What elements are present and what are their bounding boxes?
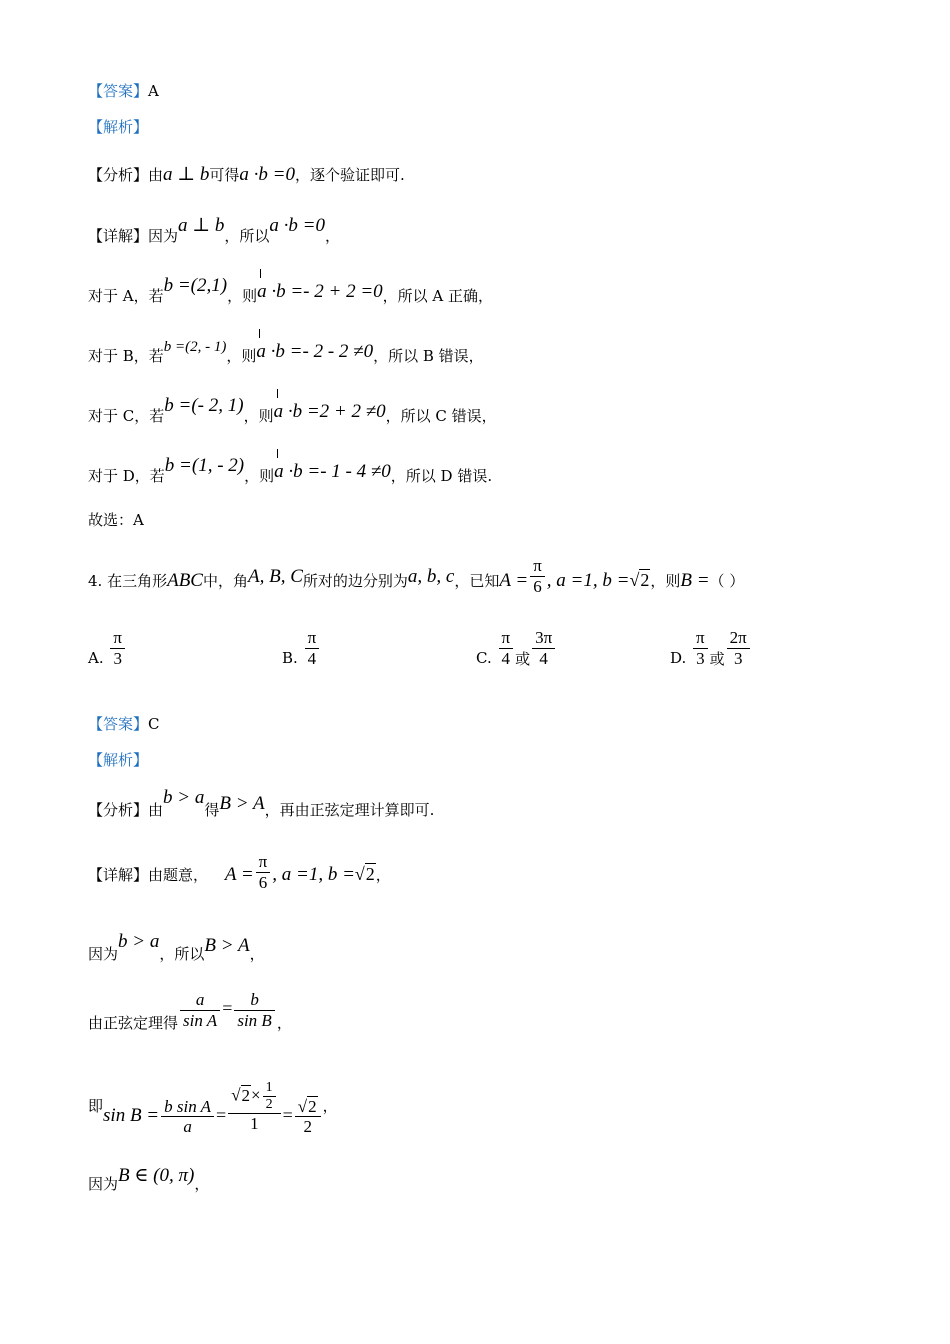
text: 对于 A，若 [88, 287, 164, 305]
text: 对于 B，若 [88, 347, 164, 365]
text: ，则 [244, 467, 275, 485]
math-expression: a ·b =0 [239, 164, 295, 185]
numerator [295, 1097, 321, 1118]
denominator: 4 [539, 648, 548, 668]
given-a: A = [499, 570, 529, 592]
text: 由 [148, 801, 164, 819]
denominator: 4 [501, 648, 511, 668]
numerator: π [305, 628, 320, 649]
denominator: 1 [250, 1114, 259, 1134]
text: ，所以 A 正确， [382, 287, 494, 305]
q3-conclusion: 故选：A [88, 511, 144, 529]
text: ，逐个验证即可. [295, 166, 405, 184]
dot-product-calc: a ·b =2 + 2 ≠0 [273, 401, 386, 422]
because-line-2 [88, 1165, 210, 1193]
numerator: π [499, 628, 514, 649]
numerator: π [530, 556, 545, 577]
fenxi-tag: 【分析】 [88, 166, 149, 184]
text: 所对的边分别为 [302, 572, 408, 591]
answer-tag: 【答案】 [88, 82, 149, 100]
option-label: C. [476, 649, 492, 668]
text: 因为 [148, 227, 179, 245]
dot-product-calc: a ·b =- 2 + 2 =0 [257, 281, 383, 302]
text: ， [194, 1175, 210, 1193]
option-fraction [110, 628, 125, 668]
sqrt-sign: √ [629, 570, 640, 591]
denominator: 2 [303, 1117, 312, 1137]
b-sin-a-over-a [161, 1097, 214, 1137]
text: 由正弦定理得 [88, 1014, 179, 1033]
half [263, 1080, 276, 1113]
dot-product-calc: a ·b =- 1 - 4 ≠0 [274, 461, 391, 482]
case-d-line [88, 455, 493, 485]
sides: a, b, c [407, 566, 455, 588]
lhs: sin B = [103, 1104, 160, 1126]
text: 4. 在三角形 [88, 572, 168, 591]
denominator: sin B [237, 1010, 272, 1030]
denominator: 4 [307, 648, 317, 668]
q3-fenxi-line [88, 165, 405, 184]
math-expression: B ∈ (0, π) [118, 1165, 195, 1186]
text: ，所以 [159, 945, 205, 963]
given-a: A = [224, 864, 254, 886]
text: 得 [204, 801, 220, 819]
radicand: 2 [640, 570, 650, 591]
text: ， [325, 227, 341, 245]
given-rest: , a =1, b = [546, 570, 630, 592]
numerator: 3π [532, 628, 555, 649]
denominator: 2 [265, 1097, 273, 1113]
option-label: A. [88, 649, 104, 668]
text: ， [276, 1014, 292, 1033]
numerator [228, 1080, 280, 1114]
numerator: 1 [263, 1080, 276, 1097]
math-expression: b > a [163, 787, 205, 808]
case-a-line [88, 275, 494, 305]
sqrt-sign: √ [354, 864, 365, 885]
text: ，再由正弦定理计算即可. [264, 801, 435, 819]
denominator: 6 [258, 872, 268, 892]
text: ，已知 [454, 572, 500, 591]
sqrt-sign: √ [297, 1096, 308, 1116]
option-fraction [305, 628, 320, 668]
vector-b-value: b =(2, - 1) [163, 339, 227, 355]
numerator: 2π [727, 628, 750, 649]
b-over-sin-b [234, 990, 274, 1030]
given-rest: , a =1, b = [272, 864, 355, 886]
math-expression: B > A [219, 793, 265, 814]
q3-analysis-line [88, 120, 148, 135]
text: 对于 C，若 [88, 407, 165, 425]
math-expression: a ⊥ b [163, 164, 210, 185]
denominator: 3 [733, 648, 743, 668]
radicand: 2 [241, 1085, 251, 1105]
vector-b-value: b =(2,1) [163, 275, 228, 296]
text: 因为 [88, 945, 119, 963]
option-fraction [532, 628, 555, 668]
numerator: π [256, 852, 271, 873]
equals: = [222, 998, 233, 1019]
or-text: 或 [709, 649, 725, 668]
q3-xiangjie-line [88, 215, 341, 245]
sqrt-2 [298, 1096, 318, 1116]
option-c [476, 628, 557, 668]
answer-tag: 【答案】 [88, 715, 149, 733]
sine-law-line [88, 990, 292, 1033]
text: ，则 [243, 407, 274, 425]
option-b [282, 628, 321, 668]
denominator: a [183, 1117, 192, 1137]
sqrt2-over-2 [295, 1097, 321, 1137]
q4-stem [88, 556, 745, 602]
angles: A, B, C [248, 566, 303, 588]
text: 对于 D，若 [88, 467, 165, 485]
option-label: B. [282, 649, 298, 668]
answer-value: C [148, 715, 160, 733]
sqrt-2 [355, 863, 376, 884]
text: ， [375, 866, 391, 885]
analysis-tag: 【解析】 [88, 751, 149, 769]
vector-b-value: b =(- 2, 1) [164, 395, 244, 416]
triangle-name: ABC [167, 570, 203, 592]
numerator: b sin A [161, 1097, 214, 1118]
text: 因为 [88, 1175, 119, 1193]
pi-over-6 [530, 556, 545, 596]
option-d [670, 628, 752, 668]
option-label: D. [670, 649, 687, 668]
q4-xiangjie-line [88, 852, 391, 896]
sqrt2-times-half [228, 1080, 280, 1134]
math-expression: a ⊥ b [178, 215, 225, 236]
text: ，则 [226, 347, 257, 365]
option-fraction [499, 628, 514, 668]
option-fraction [693, 628, 708, 668]
denominator: 6 [533, 576, 542, 596]
text: 即 [88, 1096, 104, 1115]
equals: = [282, 1104, 293, 1125]
q4-analysis-line [88, 753, 148, 768]
text: ， [249, 945, 265, 963]
radicand: 2 [365, 864, 375, 885]
vector-b-value: b =(1, - 2) [164, 455, 245, 476]
answer-value: A [148, 82, 159, 100]
text: ， [322, 1096, 338, 1115]
q4-answer-line [88, 717, 160, 732]
q4-fenxi-line [88, 787, 435, 819]
text: 可得 [209, 166, 240, 184]
case-b-line [88, 339, 484, 365]
because-line-1 [88, 931, 265, 963]
text: ，则 [650, 572, 681, 591]
pi-over-6 [256, 852, 271, 892]
text: 由 [148, 166, 164, 184]
ask-b: B = [680, 570, 710, 592]
denominator: 3 [696, 648, 705, 668]
sqrt-sign: √ [231, 1085, 241, 1105]
equals: = [216, 1104, 227, 1125]
math-expression: a ·b =0 [269, 215, 325, 236]
text: 中，角 [202, 572, 248, 591]
text: 由题意， [148, 866, 209, 885]
xiangjie-tag: 【详解】 [88, 227, 149, 245]
option-fraction [727, 628, 750, 668]
numerator: π [693, 628, 708, 649]
text: ，所以 [224, 227, 270, 245]
ji-line [88, 1076, 338, 1137]
numerator: π [110, 628, 125, 649]
text: ，则 [227, 287, 258, 305]
case-c-line [88, 395, 497, 425]
dot-product-calc: a ·b =- 2 - 2 ≠0 [256, 341, 374, 362]
or-text: 或 [515, 649, 531, 668]
text: ，所以 D 错误. [390, 467, 493, 485]
analysis-tag: 【解析】 [88, 118, 149, 136]
a-over-sin-a [180, 990, 220, 1030]
times: × [251, 1085, 261, 1105]
q3-answer-line [88, 84, 159, 99]
sqrt-2 [231, 1085, 251, 1105]
math-expression: b > a [118, 931, 160, 952]
fenxi-tag: 【分析】 [88, 801, 149, 819]
math-expression: B > A [204, 935, 250, 956]
option-a [88, 628, 127, 668]
numerator: a [180, 990, 220, 1011]
answer-blank: （ ） [709, 572, 745, 591]
sqrt-2 [629, 569, 650, 590]
denominator: 3 [113, 648, 122, 668]
denominator: sin A [183, 1010, 218, 1030]
xiangjie-tag: 【详解】 [88, 866, 149, 885]
radicand: 2 [308, 1096, 317, 1116]
text: ，所以 B 错误， [373, 347, 484, 365]
numerator: b [234, 990, 274, 1011]
text: ，所以 C 错误， [385, 407, 497, 425]
